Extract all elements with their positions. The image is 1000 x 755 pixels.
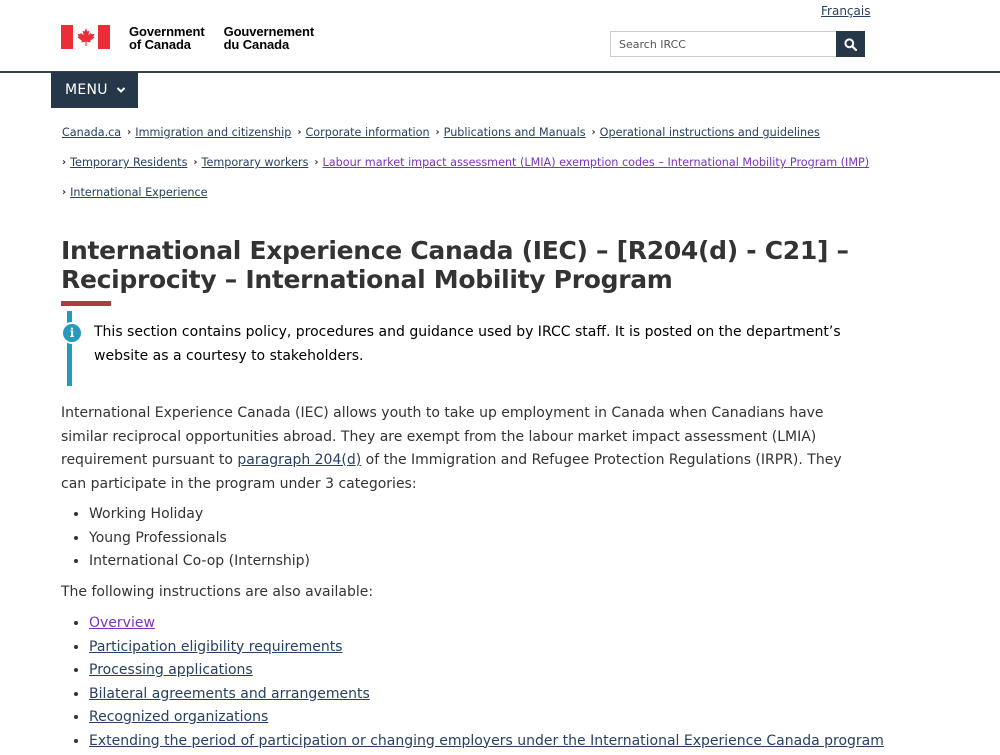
bilateral-agreements-link[interactable]: Bilateral agreements and arrangements <box>89 685 370 702</box>
wordmark-french: Gouvernement du Canada <box>223 24 315 52</box>
language-toggle-link[interactable]: Français <box>821 4 871 18</box>
chevron-right-icon: › <box>591 127 596 138</box>
wordmark-english: Government of Canada <box>129 24 205 52</box>
search-input[interactable] <box>610 31 836 57</box>
page-title: International Experience Canada (IEC) – [R204(d) - C21] – Reciprocity – International Mobility Program <box>61 236 849 294</box>
breadcrumb-row <box>62 126 820 140</box>
menu-button[interactable] <box>51 72 138 108</box>
following-instructions-text: The following instructions are also available: <box>61 584 374 600</box>
breadcrumb-link[interactable]: Corporate information <box>305 126 430 139</box>
title-underline <box>61 301 111 306</box>
paragraph-204d-link[interactable]: paragraph 204(d) <box>237 452 362 468</box>
list-item <box>89 636 884 660</box>
breadcrumb-link[interactable]: Operational instructions and guidelines <box>599 126 820 139</box>
list-item <box>89 612 884 636</box>
intro-paragraph: International Experience Canada (IEC) allows youth to take up employment in Canada when Canadians have similar reciprocal opportunities abroad. They are exempt from the labour market impact assessment (LMIA) requirement pursuant to paragraph 204(d) of the Immigration and Refugee Protection Regulations (IRPR). They can participate in the program under 3 categories: <box>61 405 842 492</box>
processing-applications-link[interactable]: Processing applications <box>89 662 253 678</box>
notice-text: This section contains policy, procedures and guidance used by IRCC staff. It is posted on the department’s website as a courtesy to stakeholders. <box>94 324 841 364</box>
chevron-right-icon: › <box>435 127 440 138</box>
recognized-organizations-link[interactable]: Recognized organizations <box>89 709 269 725</box>
breadcrumb-link[interactable]: Temporary workers <box>201 156 309 169</box>
list-item <box>89 706 884 730</box>
chevron-right-icon: › <box>62 187 67 198</box>
list-item <box>89 730 884 754</box>
chevron-right-icon: › <box>193 157 198 168</box>
breadcrumb-link[interactable]: Labour market impact assessment (LMIA) exemption codes – International Mobility Program (IMP) <box>322 156 870 169</box>
list-item <box>89 683 884 707</box>
list-item <box>89 659 884 683</box>
header-divider <box>0 71 1000 73</box>
eligibility-requirements-link[interactable]: Participation eligibility requirements <box>89 638 343 655</box>
breadcrumb-link[interactable]: Publications and Manuals <box>443 126 586 139</box>
site-search <box>610 31 865 57</box>
canada-flag-icon <box>61 25 110 49</box>
breadcrumb-link[interactable]: Temporary Residents <box>70 156 188 169</box>
info-icon: i <box>61 322 83 344</box>
chevron-right-icon: › <box>297 127 302 138</box>
chevron-down-icon <box>116 86 126 94</box>
chevron-right-icon: › <box>62 157 67 168</box>
government-of-canada-logo[interactable] <box>61 25 314 51</box>
breadcrumb-row <box>62 186 207 200</box>
search-icon <box>844 38 857 51</box>
overview-link[interactable]: Overview <box>89 615 155 631</box>
breadcrumb-link[interactable]: Canada.ca <box>62 126 122 139</box>
chevron-right-icon: › <box>314 157 319 168</box>
info-notice <box>67 311 867 386</box>
chevron-right-icon: › <box>127 127 132 138</box>
category-list <box>61 503 310 574</box>
extending-participation-link[interactable]: Extending the period of participation or changing employers under the International Experience Canada program <box>89 732 884 749</box>
breadcrumb-link[interactable]: International Experience <box>70 186 208 199</box>
search-button[interactable] <box>836 31 865 57</box>
menu-button-label: MENU <box>65 82 108 98</box>
breadcrumb-link[interactable]: Immigration and citizenship <box>135 126 292 139</box>
breadcrumb-row <box>62 156 869 170</box>
list-item: • Young Professionals <box>89 527 310 551</box>
list-item: • International Co-op (Internship) <box>89 550 310 574</box>
instruction-links-list <box>61 612 884 753</box>
list-item: • Working Holiday <box>89 503 310 527</box>
